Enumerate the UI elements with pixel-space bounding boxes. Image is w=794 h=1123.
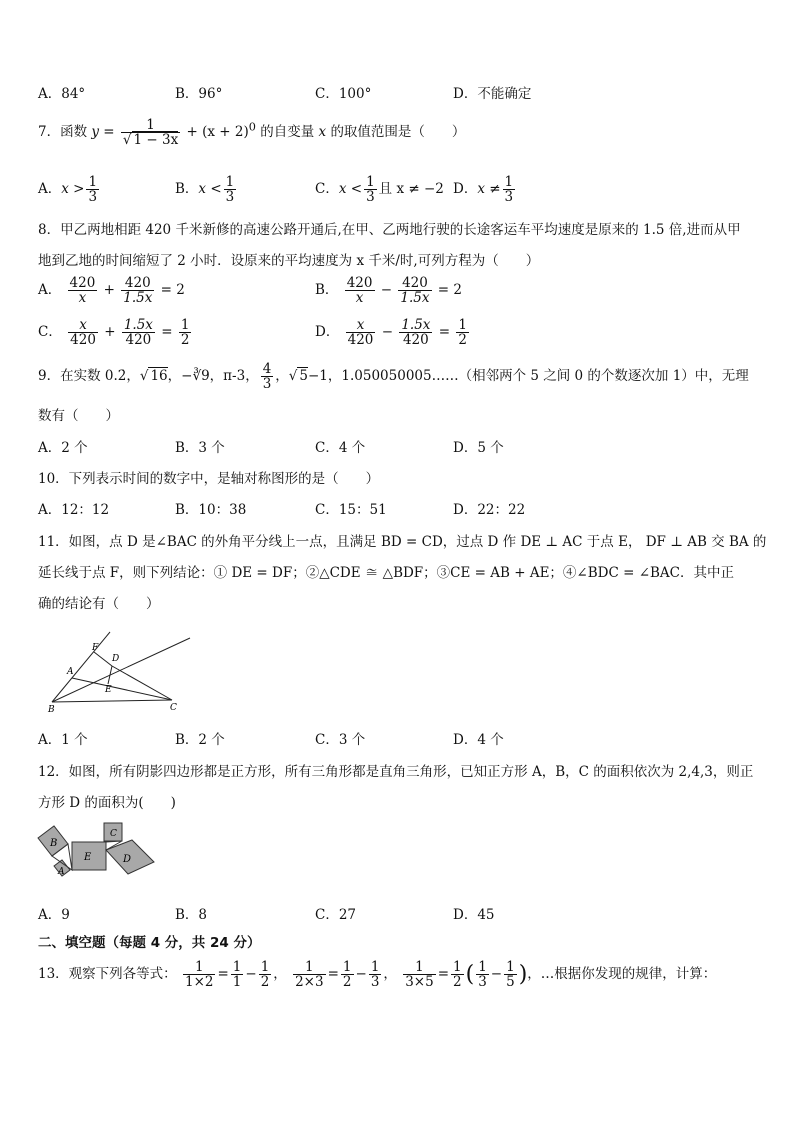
q12-label-c: C: [110, 829, 117, 839]
q11-line3: 确的结论有（ ）: [38, 596, 160, 612]
q8-option-d[interactable]: D． $\frac{x}{420}$ − $\frac{1.5x}{420}$ = $\frac{1}{2}$: [315, 317, 467, 349]
q11-option-b[interactable]: B．2 个: [175, 732, 225, 748]
q7-stem: 7．函数 y = $\frac{1}{√ 1 - 3x}$ + $(x + 2)^0$ 的自变量 x 的取值范围是（ ）: [38, 117, 466, 149]
q7-option-d[interactable]: D．x ≠ $\frac{1}{3}$: [453, 174, 514, 206]
q12-option-b[interactable]: B．8: [175, 907, 208, 923]
q12-label-b: B: [50, 838, 58, 849]
q12-option-c[interactable]: C．27: [315, 907, 357, 923]
q7-fraction: $\frac{1}{√ 1 - 3x}$: [122, 117, 179, 149]
q12-label-a: A: [58, 867, 65, 877]
q11-label-c: C: [170, 703, 177, 713]
q8-line2: 地到乙地的时间缩短了 2 小时．设原来的平均速度为 x 千米/时,可列方程为（ ）: [38, 253, 540, 269]
q11-label-f: F: [92, 643, 99, 653]
q11-line-dc: [112, 666, 172, 700]
q11-line-bc: [52, 700, 172, 702]
q13-stem: 13．观察下列各等式： $\frac{1}{1\times 2}$ = $\frac{1}{1}$ − $\frac{1}{2}$ ， $\frac{1}{2\times 3}$ = $\frac{1}{2}$ − $\frac{1}{3}$ ， $\frac{1}{3\times 5}$ = $\frac{1}{2}$ ( $\frac{1}{3}$ − $\frac{1}{5}$ )，…根据你发现的规律，计算：: [38, 959, 717, 991]
q12-option-a[interactable]: A．9: [38, 907, 70, 923]
q11-line2: 延长线于点 F，则下列结论：① DE = DF；②△CDE ≅ △BDF；③CE = AB + AE；④∠BDC = ∠BAC．其中正: [38, 565, 735, 581]
q7-option-c[interactable]: C．x < $\frac{1}{3}$ 且 x ≠ −2: [315, 174, 444, 206]
q9-option-b[interactable]: B．3 个: [175, 440, 225, 456]
q10-option-b[interactable]: B．10：38: [175, 502, 247, 518]
q12-line1: 12．如图，所有阴影四边形都是正方形，所有三角形都是直角三角形，已知正方形 A，B，C 的面积依次为 2,4,3，则正: [38, 764, 754, 780]
q9-option-c[interactable]: C．4 个: [315, 440, 366, 456]
q11-line1: 11．如图，点 D 是∠BAC 的外角平分线上一点，且满足 BD = CD，过点 D 作 DE ⊥ AC 于点 E， DF ⊥ AB 交 BA 的: [38, 534, 767, 550]
q9-option-d[interactable]: D．5 个: [453, 440, 504, 456]
q9-option-a[interactable]: A．2 个: [38, 440, 88, 456]
q6-option-a[interactable]: A．84°: [38, 86, 86, 102]
q8-option-b[interactable]: B． $\frac{420}{x}$ − $\frac{420}{1.5x}$ = 2: [315, 275, 462, 307]
q12-line2: 方形 D 的面积为( ): [38, 795, 176, 811]
q12-option-d[interactable]: D．45: [453, 907, 495, 923]
q11-option-a[interactable]: A．1 个: [38, 732, 88, 748]
q11-geometry-figure: [40, 628, 200, 714]
q11-line-df: [94, 652, 112, 666]
q8-option-c[interactable]: C． $\frac{x}{420}$ + $\frac{1.5x}{420}$ = $\frac{1}{2}$: [38, 317, 190, 349]
q10-option-a[interactable]: A．12：12: [38, 502, 110, 518]
q8-option-a[interactable]: A． $\frac{420}{x}$ + $\frac{420}{1.5x}$ = 2: [38, 275, 185, 307]
q11-label-d: D: [112, 654, 120, 664]
q9-stem: 9．在实数 0.2̇，√ 16，−∛9，π-3， $\frac{4}{3}$ ，√ 5−1，1.050050005……（相邻两个 5 之间 0 的个数逐次加 1）中，无理: [38, 361, 749, 393]
q11-option-d[interactable]: D．4 个: [453, 732, 504, 748]
q9-line2: 数有（ ）: [38, 408, 119, 424]
q7-option-b[interactable]: B．x < $\frac{1}{3}$: [175, 174, 235, 206]
q12-label-d: D: [123, 854, 132, 865]
q12-squares-figure: [36, 820, 160, 884]
q6-option-b[interactable]: B．96°: [175, 86, 223, 102]
q11-line-ba-ext: [52, 632, 110, 702]
q11-option-c[interactable]: C．3 个: [315, 732, 366, 748]
q11-label-a: A: [67, 667, 74, 677]
q11-label-b: B: [48, 705, 55, 714]
q6-option-d[interactable]: D．不能确定: [453, 86, 532, 102]
q7-option-a[interactable]: A．x > $\frac{1}{3}$: [38, 174, 98, 206]
q6-option-c[interactable]: C．100°: [315, 86, 372, 102]
q8-line1: 8．甲乙两地相距 420 千米新修的高速公路开通后,在甲、乙两地行驶的长途客运车平均速度是原来的 1.5 倍,进而从甲: [38, 222, 741, 238]
q10-stem: 10．下列表示时间的数字中，是轴对称图形的是（ ）: [38, 471, 380, 487]
q12-label-e: E: [84, 852, 92, 863]
q10-option-c[interactable]: C．15：51: [315, 502, 387, 518]
q11-label-e: E: [105, 685, 112, 695]
q11-line-ac: [72, 678, 172, 700]
q10-option-d[interactable]: D．22：22: [453, 502, 526, 518]
section-2-heading: 二、填空题（每题 4 分，共 24 分）: [38, 935, 261, 951]
